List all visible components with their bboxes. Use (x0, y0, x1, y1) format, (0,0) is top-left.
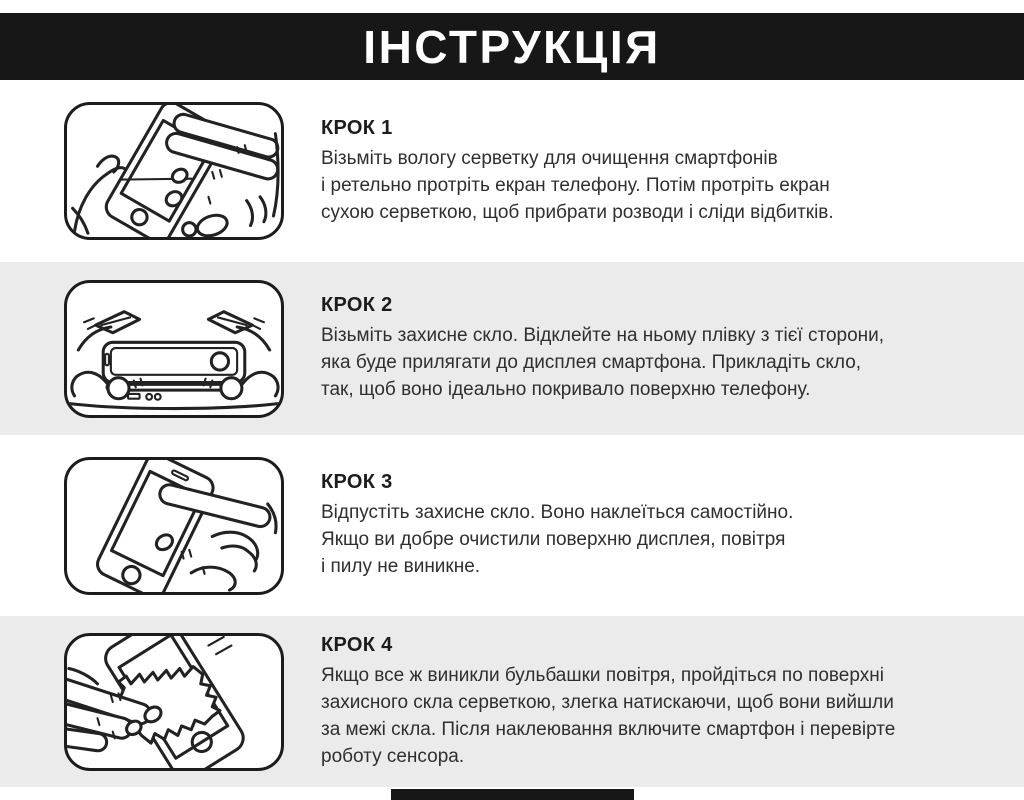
wipe-screen-illustration-icon (67, 105, 281, 237)
step-2-illustration-frame (64, 280, 284, 418)
step-2-section (0, 262, 1024, 435)
step-3-line: і пилу не виникне. (321, 556, 481, 577)
step-4-illustration-frame (64, 633, 284, 771)
step-1-text (321, 117, 834, 226)
step-1-line: Візьміть вологу серветку для очищення смартфонів (321, 147, 778, 169)
step-3-line: Якщо ви добре очистили поверхню дисплея, повітря (321, 529, 786, 550)
step-3-text (321, 471, 793, 580)
step-3-line: Відпустіть захисне скло. Воно наклеїться самостійно. (321, 502, 794, 523)
apply-glass-illustration-icon (67, 283, 281, 415)
step-1-line: сухою серветкою, щоб прибрати розводи і сліди відбитків. (321, 201, 834, 223)
step-4-line: Якщо все ж виникли бульбашки повітря, пройдіться по поверхні (321, 664, 884, 686)
step-4-line: за межі скла. Після наклеювання включите смартфон і перевірте (321, 718, 896, 740)
step-1-illustration-frame (64, 102, 284, 240)
step-1-line: і ретельно протріть екран телефону. Потім протріть екран (321, 174, 830, 196)
step-2-line: Візьміть захисне скло. Відклейте на ньому плівку з тієї сторони, (321, 325, 885, 346)
step-2-line: так, щоб воно ідеально покривало поверхню телефону. (321, 379, 811, 400)
step-3-heading: КРОК 3 (321, 471, 393, 493)
step-4-line: роботу сенсора. (321, 745, 465, 767)
step-1-heading: КРОК 1 (321, 116, 393, 139)
header-bar (0, 13, 1024, 80)
footer-bar (391, 789, 634, 800)
step-2-text (321, 294, 884, 403)
step-4-line: захисного скла серветкою, злегка натискаючи, щоб вони вийшли (321, 691, 894, 713)
step-4-heading: КРОК 4 (321, 633, 393, 656)
step-1-section (0, 80, 1024, 262)
smooth-bubbles-illustration-icon (67, 636, 281, 768)
step-4-section (0, 616, 1024, 787)
step-2-heading: КРОК 2 (321, 294, 393, 316)
top-margin-strip (0, 0, 1024, 13)
step-2-line: яка буде прилягати до дисплея смартфона. Прикладіть скло, (321, 352, 862, 373)
footer (0, 787, 1024, 800)
page-title: ІНСТРУКЦІЯ (363, 20, 661, 73)
step-3-section (0, 435, 1024, 616)
step-4-text (321, 634, 895, 770)
step-3-illustration-frame (64, 457, 284, 595)
press-glass-illustration-icon (67, 460, 281, 592)
